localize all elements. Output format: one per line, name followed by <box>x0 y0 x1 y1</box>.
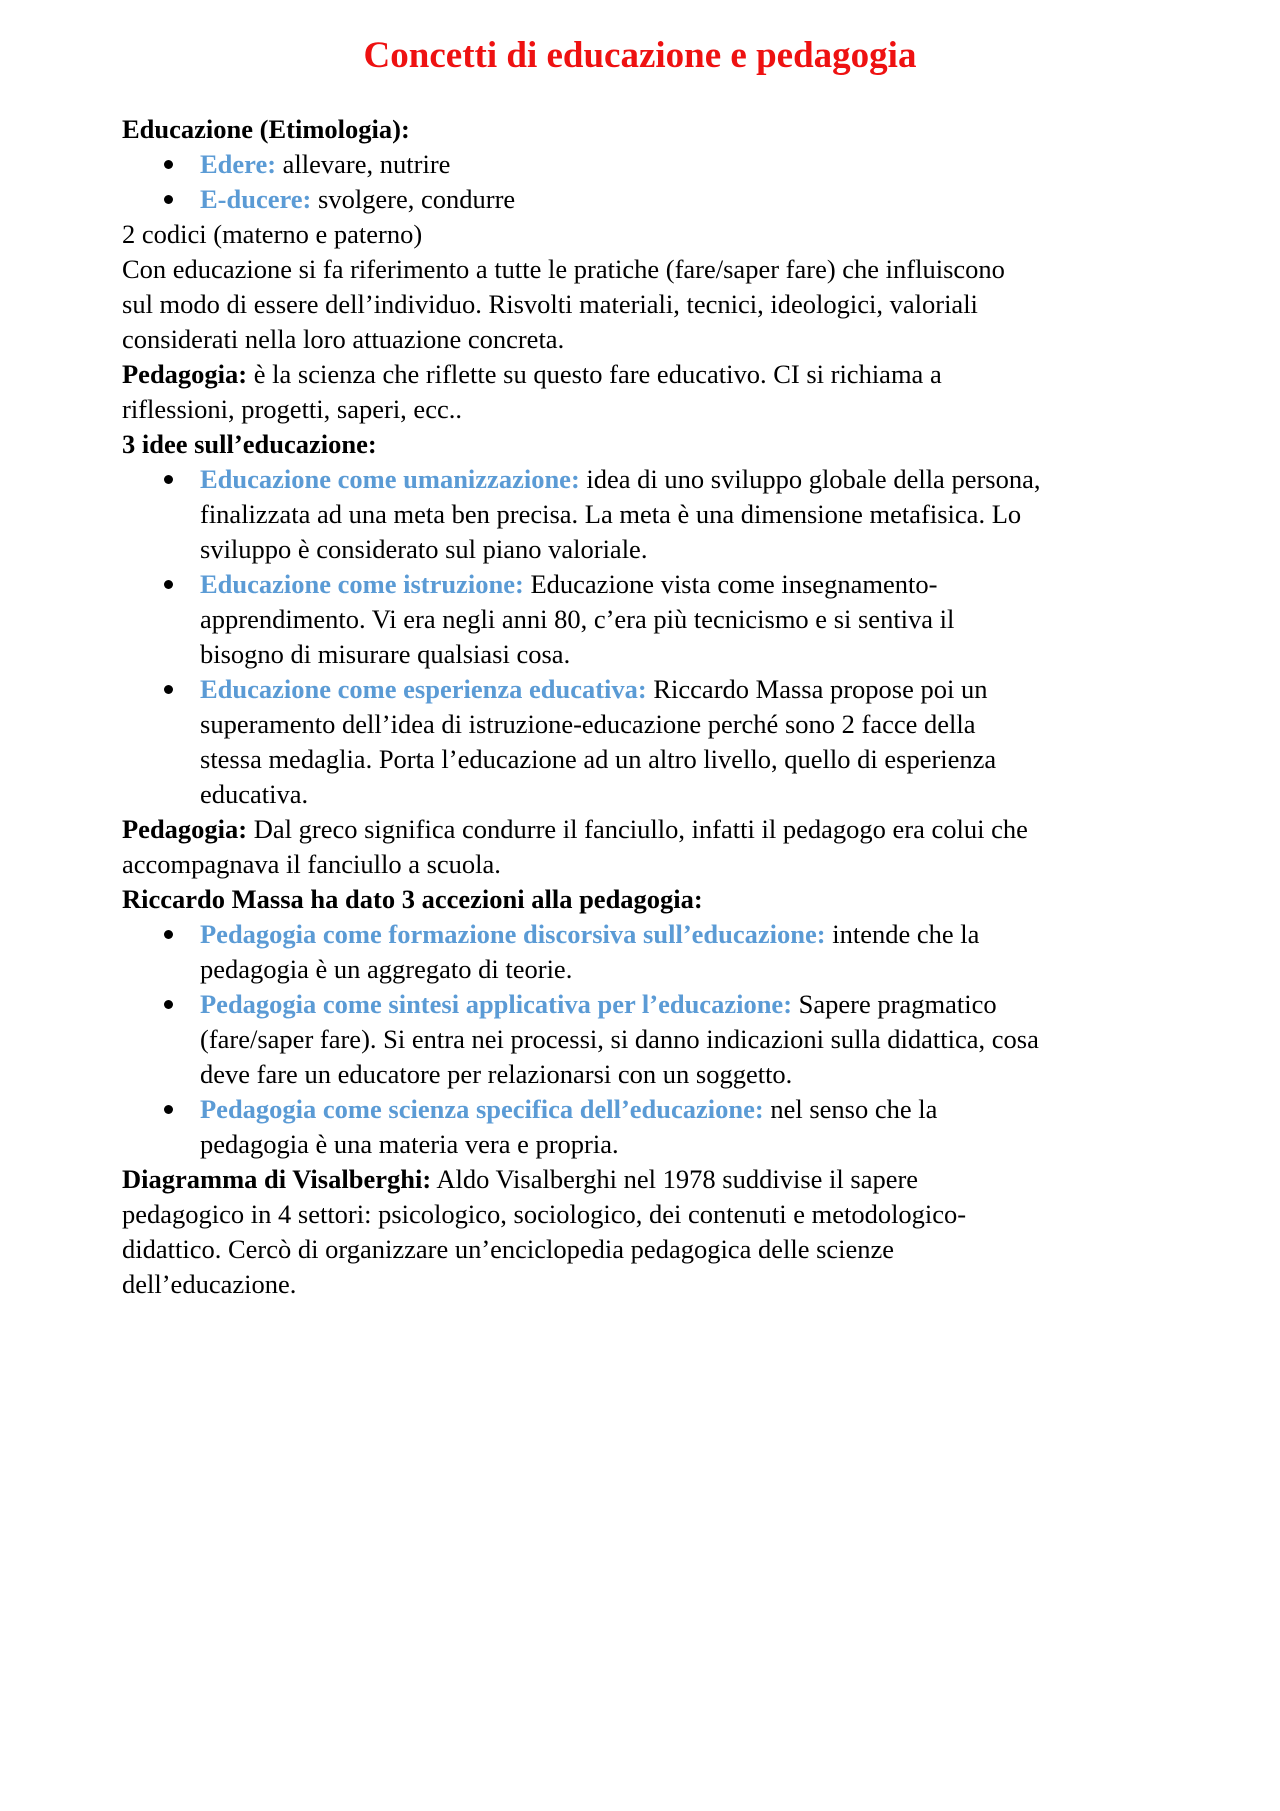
term-text: Sapere pragmatico <box>792 989 997 1019</box>
bullet-icon <box>164 475 173 484</box>
term-text: nel senso che la <box>763 1094 938 1124</box>
idee-list <box>122 462 1182 812</box>
paragraph-line: pedagogico in 4 settori: psicologico, sociologico, dei contenuti e metodologico- <box>122 1199 967 1229</box>
term-text: Educazione vista come insegnamento- <box>523 569 938 599</box>
paragraph-line: accompagnava il fanciullo a scuola. <box>122 849 501 879</box>
paragraph-line: considerati nella loro attuazione concreta. <box>122 324 565 354</box>
bullet-icon <box>164 930 173 939</box>
massa-heading: Riccardo Massa ha dato 3 accezioni alla pedagogia: <box>122 884 703 914</box>
term-label: Educazione come umanizzazione: <box>200 464 580 494</box>
paragraph-line: didattico. Cercò di organizzare un’enciclopedia pedagogica delle scienze <box>122 1234 895 1264</box>
bullet-icon <box>164 195 173 204</box>
paragraph-line: riflessioni, progetti, saperi, ecc.. <box>122 394 462 424</box>
term-label: Pedagogia come sintesi applicativa per l’educazione: <box>200 989 793 1019</box>
term-text: sviluppo è considerato sul piano valoriale. <box>200 534 648 564</box>
bullet-icon <box>164 685 173 694</box>
term-text: stessa medaglia. Porta l’educazione ad un altro livello, quello di esperienza <box>200 744 997 774</box>
term-text: superamento dell’idea di istruzione-educazione perché sono 2 facce della <box>200 709 976 739</box>
term-text: svolgere, condurre <box>311 184 516 214</box>
document-body <box>122 112 1182 1302</box>
term-label: Edere: <box>200 149 277 179</box>
idee-heading: 3 idee sull’educazione: <box>122 429 377 459</box>
term-text: idea di uno sviluppo globale della persona, <box>579 464 1041 494</box>
paragraph-line: sul modo di essere dell’individuo. Risvolti materiali, tecnici, ideologici, valoriali <box>122 289 978 319</box>
bullet-icon <box>164 1000 173 1009</box>
term-text: finalizzata ad una meta ben precisa. La meta è una dimensione metafisica. Lo <box>200 499 1022 529</box>
term-label: Pedagogia come formazione discorsiva sull’educazione: <box>200 919 826 949</box>
term-label: Pedagogia come scienza specifica dell’educazione: <box>200 1094 764 1124</box>
paragraph-line: è la scienza che riflette su questo fare educativo. CI si richiama a <box>247 359 942 389</box>
list-item <box>122 987 1182 1092</box>
term-text: Riccardo Massa propose poi un <box>646 674 988 704</box>
pedagogia-label: Pedagogia: <box>122 359 248 389</box>
etimologia-list <box>122 147 1182 217</box>
list-item <box>122 567 1182 672</box>
codici-text: 2 codici (materno e paterno) <box>122 219 423 249</box>
list-item <box>122 1092 1182 1162</box>
bullet-icon <box>164 580 173 589</box>
list-item <box>122 917 1182 987</box>
term-text: bisogno di misurare qualsiasi cosa. <box>200 639 571 669</box>
term-label: Educazione come istruzione: <box>200 569 524 599</box>
paragraph-line: Aldo Visalberghi nel 1978 suddivise il sapere <box>431 1164 919 1194</box>
bullet-icon <box>164 160 173 169</box>
list-item <box>122 147 1182 182</box>
document-title: Concetti di educazione e pedagogia <box>363 35 917 76</box>
paragraph-line: dell’educazione. <box>122 1269 297 1299</box>
paragraph-line: Con educazione si fa riferimento a tutte le pratiche (fare/saper fare) che influiscono <box>122 254 1005 284</box>
visalberghi-label: Diagramma di Visalberghi: <box>122 1164 432 1194</box>
term-text: pedagogia è una materia vera e propria. <box>200 1129 619 1159</box>
list-item <box>122 182 1182 217</box>
list-item <box>122 672 1182 812</box>
term-text: (fare/saper fare). Si entra nei processi, si danno indicazioni sulla didattica, cosa <box>200 1024 1039 1054</box>
etimologia-heading: Educazione (Etimologia): <box>122 114 410 144</box>
pedagogia-label: Pedagogia: <box>122 814 248 844</box>
term-text: pedagogia è un aggregato di teorie. <box>200 954 573 984</box>
term-label: Educazione come esperienza educativa: <box>200 674 647 704</box>
term-label: E-ducere: <box>200 184 312 214</box>
term-text: allevare, nutrire <box>276 149 451 179</box>
massa-list <box>122 917 1182 1162</box>
term-text: deve fare un educatore per relazionarsi con un soggetto. <box>200 1059 793 1089</box>
term-text: apprendimento. Vi era negli anni 80, c’era più tecnicismo e si sentiva il <box>200 604 955 634</box>
term-text: intende che la <box>825 919 980 949</box>
term-text: educativa. <box>200 779 309 809</box>
paragraph-line: Dal greco significa condurre il fanciullo, infatti il pedagogo era colui che <box>247 814 1028 844</box>
bullet-icon <box>164 1105 173 1114</box>
list-item <box>122 462 1182 567</box>
